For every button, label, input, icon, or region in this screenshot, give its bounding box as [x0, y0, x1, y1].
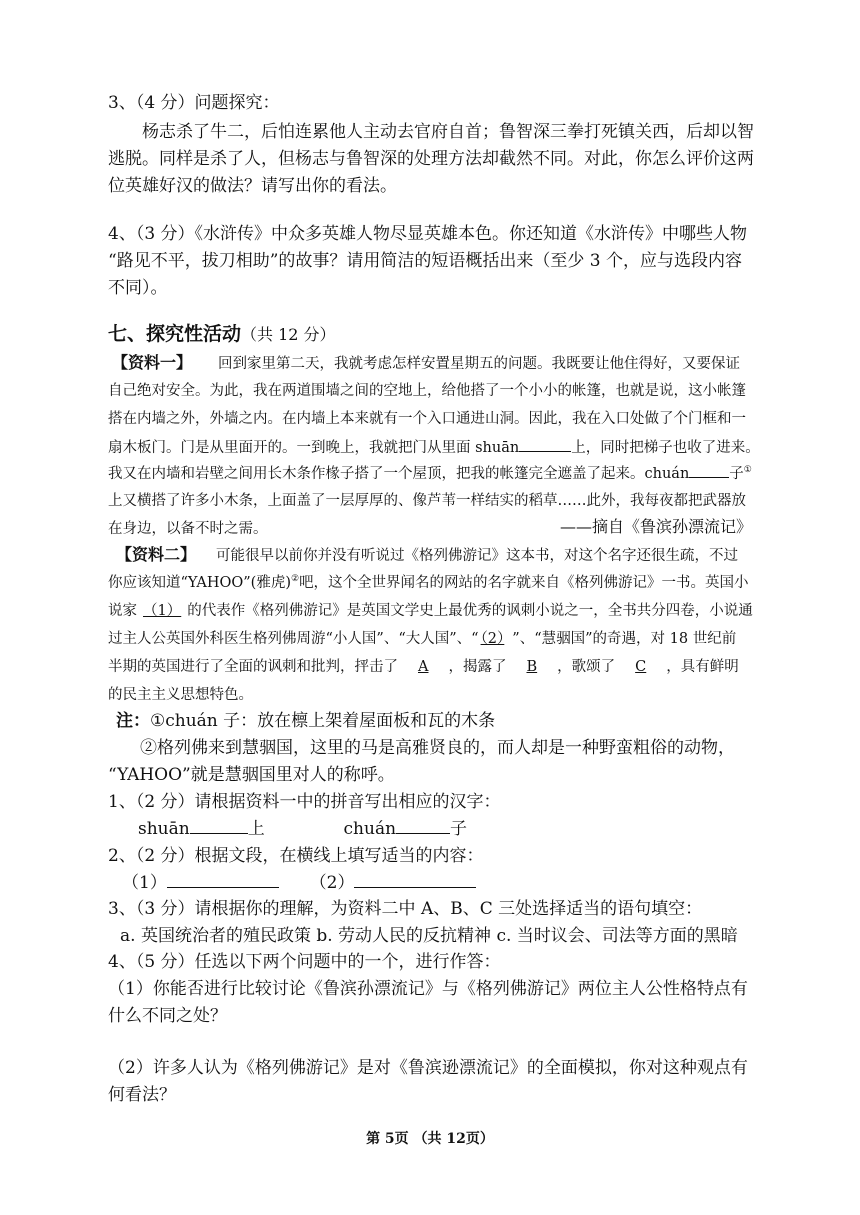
notes-label: 注：: [116, 711, 150, 731]
material-1-text: 回到家里第二天，我就考虑怎样安置星期五的问题。我既要让他住得好，又要保证: [218, 356, 741, 372]
answer-blank-1[interactable]: [167, 873, 279, 888]
answer-label: （1）: [122, 873, 167, 893]
pinyin-label: shuān: [138, 819, 190, 839]
question-4-option-2: （2）许多人认为《格列佛游记》是对《鲁滨逊漂流记》的全面模拟，你对这种观点有: [108, 1058, 748, 1078]
material-2-text: 半期的英国进行了全面的讽刺和批判，抨击了: [108, 659, 398, 675]
answer-blank-shuan[interactable]: [190, 819, 248, 834]
question-1-text: 1、（2 分）请根据资料一中的拼音写出相应的汉字：: [108, 792, 501, 812]
answer-label: （2）: [309, 873, 355, 893]
fill-blank-a[interactable]: A: [418, 659, 429, 675]
material-2-line: [108, 629, 736, 649]
material-2-text: ，具有鲜明: [666, 659, 739, 675]
material-1-source: ——摘自《鲁滨孙漂流记》: [560, 517, 753, 536]
material-2-line: 的民主主义思想特色。: [108, 687, 253, 703]
material-2-text: 的代表作《格列佛游记》是英国文学史上最优秀的讽刺小说之一，全书共分四卷，小说通: [187, 603, 753, 619]
answer-suffix: 子: [450, 819, 468, 839]
pinyin-blank-shuan[interactable]: [519, 437, 571, 452]
question-3-title: 3、（4 分）问题探究：: [108, 93, 280, 113]
page-footer: 第 5页 （共 12页）: [366, 1131, 494, 1147]
question-4-option-2: 何看法？: [108, 1085, 176, 1105]
material-2-text: ，歌颂了: [557, 659, 616, 675]
material-1-text: 上，同时把梯子也收了进来。: [571, 440, 760, 456]
question-1-answer-line: [138, 819, 467, 839]
material-2-text: 吧，这个全世界闻名的网站的名字就来自《格列佛游记》一书。英国小: [299, 575, 749, 591]
material-1-line: 自己绝对安全。为此，我在两道围墙之间的空地上，给他搭了一个小小的帐篷，也就是说，这小帐篷: [108, 383, 746, 399]
fill-blank-b[interactable]: B: [526, 659, 538, 675]
answer-blank-chuan[interactable]: [396, 819, 450, 834]
material-2-text: 你应该知道“YAHOO”(雅虎): [108, 575, 291, 591]
material-2-line: [108, 573, 749, 593]
answer-suffix: 上: [247, 819, 265, 839]
section-title: 七、探究性活动: [108, 323, 242, 345]
question-4-text: 4、（5 分）任选以下两个问题中的一个，进行作答：: [108, 952, 501, 972]
section-points: （共 12 分）: [241, 325, 336, 344]
material-1-line: 上又横搭了许多小木条，上面盖了一层厚厚的、像芦苇一样结实的稻草……此外，我每夜都把武器放: [108, 493, 746, 509]
material-2-line: [108, 657, 739, 677]
question-4-text-line: 不同）。: [108, 278, 168, 298]
note-line: ②格列佛来到慧骃国，这里的马是高雅贤良的，而人却是一种野蛮粗俗的动物，: [140, 738, 735, 758]
question-3-options: a. 英国统治者的殖民政策 b. 劳动人民的反抗精神 c. 当时议会、司法等方面的黑暗: [120, 926, 738, 946]
material-2-text: 说家: [108, 603, 137, 619]
material-2-text: ”、“慧骃国”的奇遇，对 18 世纪前: [512, 631, 737, 647]
footnote-mark: ②: [290, 574, 300, 585]
note-line: [116, 711, 495, 731]
material-2-line: [116, 545, 738, 566]
material-1-line: 搭在内墙之外，外墙之内。在内墙上本来就有一个入口通进山洞。因此，我在入口处做了个门框和一: [108, 411, 746, 427]
question-2-text: 2、（2 分）根据文段，在横线上填写适当的内容：: [108, 846, 484, 866]
question-4-text-line: “路见不平，拔刀相助”的故事？请用简洁的短语概括出来（至少 3 个，应与选段内容: [108, 251, 743, 271]
question-3-text-line: 逃脱。同样是杀了人，但杨志与鲁智深的处理方法却截然不同。对此，你怎么评价这两: [108, 149, 754, 169]
question-3-text-line: 位英雄好汉的做法？请写出你的看法。: [108, 176, 397, 196]
material-1-line: 在身边，以备不时之需。: [108, 521, 268, 537]
question-4-option-1: 什么不同之处？: [108, 1006, 227, 1026]
material-1-line: [108, 463, 752, 484]
answer-blank-2[interactable]: [354, 873, 476, 888]
material-2-label: 【资料二】: [116, 545, 197, 564]
material-1-line: [112, 353, 740, 374]
pinyin-blank-chuan[interactable]: [689, 463, 729, 478]
material-1-text: 子: [729, 466, 744, 482]
pinyin-label: chuán: [343, 819, 397, 839]
fill-blank-2[interactable]: （2）: [480, 631, 505, 647]
material-1-line: [108, 437, 760, 458]
material-1-text: 扇木板门。门是从里面开的。一到晚上，我就把门从里面 shuān: [108, 440, 520, 456]
question-2-answer-line: [122, 873, 476, 893]
question-3-text: 3、（3 分）请根据你的理解，为资料二中 A、B、C 三处选择适当的语句填空：: [108, 899, 703, 919]
note-text: ①chuán 子：放在檩上架着屋面板和瓦的木条: [150, 711, 496, 731]
fill-blank-c[interactable]: C: [635, 659, 647, 675]
material-1-label: 【资料一】: [112, 353, 193, 372]
fill-blank-1[interactable]: （1）: [143, 603, 182, 619]
material-2-text: ，揭露了: [448, 659, 507, 675]
question-3-text-line: 杨志杀了牛二，后怕连累他人主动去官府自首；鲁智深三拳打死镇关西，后却以智: [142, 122, 754, 142]
question-4-option-1: （1）你能否进行比较讨论《鲁滨孙漂流记》与《格列佛游记》两位主人公性格特点有: [108, 979, 748, 999]
footnote-mark: ①: [743, 465, 752, 476]
material-1-text: 我又在内墙和岩壁之间用长木条作椽子搭了一个屋顶，把我的帐篷完全遮盖了起来。chuán: [108, 466, 690, 482]
note-line: “YAHOO”就是慧骃国里对人的称呼。: [108, 765, 395, 785]
material-2-line: [108, 601, 753, 621]
material-2-text: 过主人公英国外科医生格列佛周游“小人国”、“大人国”、“: [108, 631, 479, 647]
material-2-text: 可能很早以前你并没有听说过《格列佛游记》这本书，对这个名字还很生疏，不过: [216, 548, 739, 564]
section-heading: [108, 324, 336, 345]
question-4-text-line: 4、（3 分）《水浒传》中众多英雄人物尽显英雄本色。你还知道《水浒传》中哪些人物: [108, 224, 748, 244]
